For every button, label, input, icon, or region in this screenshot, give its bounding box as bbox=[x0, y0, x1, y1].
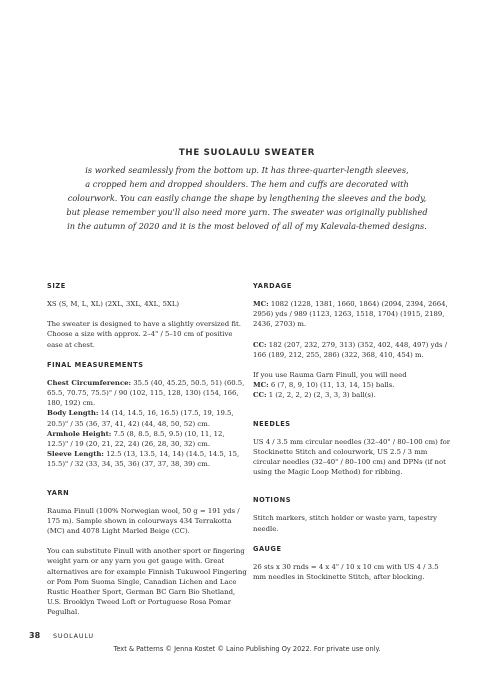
book-name: SUOLAULU bbox=[53, 632, 94, 640]
measurement-body-length bbox=[47, 408, 247, 428]
finull-cc bbox=[253, 390, 453, 400]
finull-intro: If you use Rauma Garn Finull, you will need bbox=[253, 371, 407, 380]
yarn-heading: YARN bbox=[47, 488, 70, 497]
page-number: 38 bbox=[29, 631, 41, 640]
size-heading: SIZE bbox=[47, 282, 66, 290]
mc-yardage: 1082 (1228, 1381, 1660, 1864) (2094, 2394, 2664, 2956) yds / 989 (1123, 1263, 1518, 1704) (1915, 2189, 2436, 2703) m. bbox=[253, 300, 448, 329]
right-column bbox=[253, 281, 453, 582]
copyright-notice: Text & Patterns © Jenna Kostet © Laino Publishing Oy 2022. For private use only. bbox=[113, 645, 381, 653]
measurement-value: 35.5 (40, 45.25, 50.5, 51) (60.5, 65.5, 70.75, 75.5)" / 90 (102, 115, 128, 130) (154, 166, 180, 192) cm. bbox=[47, 378, 245, 408]
measurements-heading: FINAL MEASUREMENTS bbox=[47, 360, 144, 369]
measurement-value: 14 (14, 14.5, 16, 16.5) (17.5, 19, 19.5, 20.5)" / 35 (36, 37, 41, 42) (44, 48, 50, 52) cm. bbox=[47, 409, 234, 428]
intro-line: is worked seamlessly from the bottom up. It has three-quarter-length sleeves, bbox=[85, 165, 409, 175]
intro-line: but please remember you'll also need more yarn. The sweater was originally published bbox=[66, 207, 428, 217]
pattern-title: THE SUOLAULU SWEATER bbox=[178, 148, 316, 158]
gauge-text: 26 sts x 30 rnds = 4 x 4" / 10 x 10 cm with US 4 / 3.5 mm needles in Stockinette Stitch, after blocking. bbox=[253, 562, 439, 582]
measurement-sleeve bbox=[47, 449, 247, 469]
yardage-cc bbox=[253, 340, 453, 360]
measurement-label: Chest Circumference: bbox=[47, 378, 132, 387]
cc-yardage: 182 (207, 232, 279, 313) (352, 402, 448, 497) yds / 166 (189, 212, 255, 286) (322, 368, 410, 454) m. bbox=[253, 340, 448, 359]
notions-heading: NOTIONS bbox=[253, 496, 292, 505]
needles-heading: NEEDLES bbox=[253, 419, 291, 428]
measurement-value: 12.5 (13, 13.5, 14, 14) (14.5, 14.5, 15, 15.5)" / 32 (33, 34, 35, 36) (37, 37, 38, 39) cm. bbox=[47, 450, 240, 469]
cc-label: CC: bbox=[253, 340, 267, 349]
yardage-mc bbox=[253, 299, 453, 330]
yarn-description: Rauma Finull (100% Norwegian wool, 50 g = 191 yds / 175 m). Sample shown in colourways 434 Terrakotta (MC) and 4078 Light Marled Beige (CC). bbox=[47, 506, 240, 536]
yarn-substitutes: You can substitute Finull with another sport or fingering weight yarn or any yarn you get gauge with. Great alternatives are for example Finnish Tukuwool Fingering or Pom Pom Suoma Single, Canadian Lichen and Lace Rustic Heather Sport, German BC Garn Bio Shetland, U.S. Brooklyn Tweed Loft or Portuguese Rosa Pomar Pegulhal. bbox=[47, 547, 247, 617]
yardage-heading: YARDAGE bbox=[253, 282, 293, 290]
size-list: XS (S, M, L, XL) (2XL, 3XL, 4XL, 5XL) bbox=[47, 300, 180, 308]
mc-label: MC: bbox=[253, 381, 269, 390]
left-column bbox=[47, 281, 247, 618]
gauge-heading: GAUGE bbox=[253, 544, 282, 553]
intro-line: a cropped hem and dropped shoulders. The hem and cuffs are decorated with bbox=[85, 179, 409, 189]
mc-balls: 6 (7, 8, 9, 10) (11, 13, 14, 15) balls. bbox=[268, 381, 395, 390]
measurement-chest bbox=[47, 378, 247, 409]
cc-balls: 1 (2, 2, 2, 2) (2, 3, 3, 3) ball(s). bbox=[266, 391, 376, 400]
cc-label: CC: bbox=[253, 391, 267, 400]
intro-description bbox=[40, 163, 454, 233]
intro-line: colourwork. You can easily change the shape by lengthening the sleeves and the body, bbox=[67, 193, 427, 203]
finull-mc bbox=[253, 380, 453, 390]
mc-label: MC: bbox=[253, 300, 269, 308]
measurement-value: 7.5 (8, 8.5, 8.5, 9.5) (10, 11, 12, 12.5)" / 19 (20, 21, 22, 24) (26, 28, 30, 32) cm. bbox=[47, 429, 225, 449]
size-note: The sweater is designed to have a slightly oversized fit. Choose a size with approx. 2–4" / 5–10 cm of positive ease at chest. bbox=[47, 320, 241, 349]
intro-line: in the autumn of 2020 and it is the most beloved of all of my Kalevala-themed designs. bbox=[67, 221, 427, 231]
measurement-label: Sleeve Length: bbox=[47, 450, 104, 459]
intro-section bbox=[40, 148, 454, 233]
notions-text: Stitch markers, stitch holder or waste yarn, tapestry needle. bbox=[253, 514, 438, 533]
needles-text: US 4 / 3.5 mm circular needles (32–40" / 80–100 cm) for Stockinette Stitch and colourwork, US 2.5 / 3 mm circular needles (32–40" / 80–100 cm) and DPNs (if not using the Magic Loop Method) for ribbing. bbox=[253, 437, 451, 477]
measurement-label: Armhole Height: bbox=[47, 429, 112, 438]
measurement-label: Body Length: bbox=[47, 409, 99, 418]
measurement-armhole bbox=[47, 429, 247, 449]
